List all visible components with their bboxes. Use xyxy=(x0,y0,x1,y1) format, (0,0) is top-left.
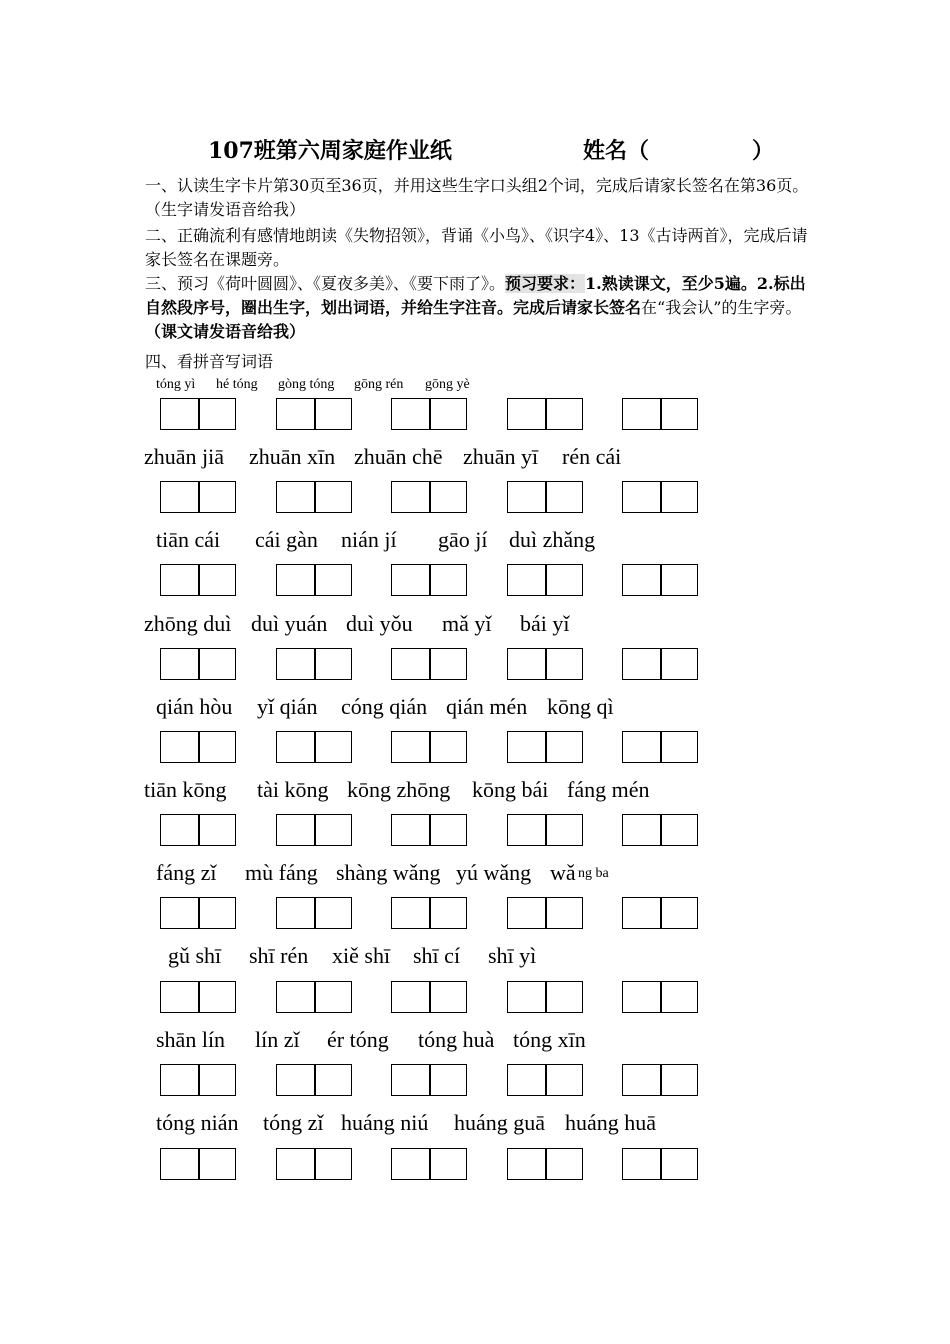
answer-box[interactable] xyxy=(276,648,352,680)
pinyin-word: kōng qì xyxy=(547,694,614,719)
pinyin-word: bái yǐ xyxy=(520,611,570,636)
pinyin-row xyxy=(0,777,950,805)
answer-box[interactable] xyxy=(391,814,467,846)
answer-box[interactable] xyxy=(622,1064,698,1096)
instruction-three-plain: 三、预习《荷叶圆圆》、《夏夜多美》、《要下雨了》。 xyxy=(145,274,506,293)
instruction-two: 二、正确流利有感情地朗读《失物招领》，背诵《小鸟》、《识字4》、13《古诗两首》，完成后请家长签名在课题旁。 xyxy=(145,226,808,269)
answer-box-row xyxy=(0,1148,950,1182)
answer-box-row xyxy=(0,981,950,1015)
answer-box[interactable] xyxy=(507,398,583,430)
pinyin-word: qián mén xyxy=(446,694,528,719)
answer-box[interactable] xyxy=(507,1064,583,1096)
pinyin-word: fáng zǐ xyxy=(156,860,217,885)
answer-box[interactable] xyxy=(507,981,583,1013)
answer-box[interactable] xyxy=(276,481,352,513)
pinyin-word: tóng huà xyxy=(418,1027,495,1052)
instruction-three-highlight: 预习要求： xyxy=(505,274,586,293)
pinyin-word: yú wǎng xyxy=(456,860,532,885)
answer-box-row xyxy=(0,814,950,848)
answer-box[interactable] xyxy=(276,398,352,430)
instruction-three-plain-2: 在“我会认”的生字旁。 xyxy=(641,298,802,317)
answer-box[interactable] xyxy=(276,814,352,846)
pinyin-word: huáng niú xyxy=(341,1110,429,1135)
pinyin-word: kōng bái xyxy=(472,777,549,802)
pinyin-word: duì yuán xyxy=(251,611,328,636)
pinyin-word: lín zǐ xyxy=(255,1027,300,1052)
pinyin-word: qián hòu xyxy=(156,694,233,719)
instruction-three-bold-2: （课文请发语音给我） xyxy=(145,322,306,341)
answer-box[interactable] xyxy=(160,1148,236,1180)
answer-box[interactable] xyxy=(160,897,236,929)
pinyin-word: kōng zhōng xyxy=(347,777,451,802)
answer-box[interactable] xyxy=(391,731,467,763)
pinyin-word: mǎ yǐ xyxy=(442,611,492,636)
answer-box-row xyxy=(0,481,950,515)
answer-box[interactable] xyxy=(391,1148,467,1180)
answer-box[interactable] xyxy=(507,564,583,596)
pinyin-row xyxy=(0,943,950,971)
pinyin-row xyxy=(0,1027,950,1055)
answer-box[interactable] xyxy=(391,564,467,596)
pinyin-row xyxy=(0,527,950,555)
pinyin-word: tóng nián xyxy=(156,1110,239,1135)
answer-box[interactable] xyxy=(276,897,352,929)
answer-box[interactable] xyxy=(160,981,236,1013)
page-title xyxy=(0,134,950,168)
pinyin-word: gòng tóng xyxy=(278,377,335,392)
answer-box[interactable] xyxy=(276,564,352,596)
instruction-three-bold-1: 1.熟读课文，至少5遍。2.标出自然段序号，圈出生字，划出词语，并给生字注音。完成后请家长签名 xyxy=(145,274,806,317)
pinyin-row xyxy=(0,611,950,639)
pinyin-word: shàng wǎng xyxy=(336,860,441,885)
name-close-paren: ） xyxy=(752,138,775,164)
pinyin-word: shī yì xyxy=(488,943,537,968)
answer-box[interactable] xyxy=(507,731,583,763)
answer-box[interactable] xyxy=(160,814,236,846)
pinyin-word: huáng huā xyxy=(565,1110,657,1135)
pinyin-word: hé tóng xyxy=(216,377,258,392)
answer-box[interactable] xyxy=(391,1064,467,1096)
answer-box[interactable] xyxy=(622,814,698,846)
pinyin-word: gōng rén xyxy=(354,377,404,392)
answer-box[interactable] xyxy=(391,481,467,513)
pinyin-word: tiān cái xyxy=(156,527,221,552)
answer-box[interactable] xyxy=(276,1148,352,1180)
pinyin-row xyxy=(0,444,950,472)
pinyin-word: huáng guā xyxy=(454,1110,546,1135)
pinyin-word: nián jí xyxy=(341,527,397,552)
pinyin-word: zhuān yī xyxy=(463,444,539,469)
pinyin-word: tóng zǐ xyxy=(263,1110,324,1135)
answer-box[interactable] xyxy=(160,564,236,596)
answer-box[interactable] xyxy=(507,481,583,513)
pinyin-word: xiě shī xyxy=(332,943,391,968)
pinyin-word: cái gàn xyxy=(255,527,318,552)
answer-box-row xyxy=(0,897,950,931)
answer-box-row xyxy=(0,564,950,598)
pinyin-word: duì yǒu xyxy=(346,611,413,636)
answer-box[interactable] xyxy=(391,648,467,680)
answer-box[interactable] xyxy=(507,897,583,929)
pinyin-word: cóng qián xyxy=(341,694,428,719)
pinyin-word: shān lín xyxy=(156,1027,226,1052)
pinyin-word: zhuān chē xyxy=(354,444,443,469)
answer-box[interactable] xyxy=(622,564,698,596)
answer-box[interactable] xyxy=(160,481,236,513)
pinyin-word: ér tóng xyxy=(327,1027,389,1052)
sheet-title: 107班第六周家庭作业纸 xyxy=(208,138,452,164)
answer-box[interactable] xyxy=(160,648,236,680)
pinyin-row xyxy=(0,694,950,722)
answer-box[interactable] xyxy=(276,981,352,1013)
answer-box-row xyxy=(0,731,950,765)
pinyin-word: zhōng duì xyxy=(144,611,232,636)
pinyin-word: tóng yì xyxy=(156,377,196,392)
pinyin-word: zhuān jiā xyxy=(144,444,225,469)
answer-box[interactable] xyxy=(622,398,698,430)
pinyin-word-small: ng ba xyxy=(578,866,609,881)
pinyin-word: gǔ shī xyxy=(168,943,222,968)
answer-box[interactable] xyxy=(622,981,698,1013)
answer-box[interactable] xyxy=(507,1148,583,1180)
pinyin-row xyxy=(0,1110,950,1138)
answer-box[interactable] xyxy=(276,1064,352,1096)
answer-box[interactable] xyxy=(622,481,698,513)
instruction-four: 四、看拼音写词语 xyxy=(145,352,274,371)
answer-box[interactable] xyxy=(160,1064,236,1096)
pinyin-word: tài kōng xyxy=(257,777,329,802)
instruction-three xyxy=(145,272,815,344)
answer-box[interactable] xyxy=(160,731,236,763)
answer-box[interactable] xyxy=(391,981,467,1013)
pinyin-word: tiān kōng xyxy=(144,777,227,802)
pinyin-word: yǐ qián xyxy=(257,694,318,719)
pinyin-word: fáng mén xyxy=(567,777,650,802)
answer-box-row xyxy=(0,398,950,432)
answer-box[interactable] xyxy=(622,1148,698,1180)
pinyin-word: gōng yè xyxy=(425,377,470,392)
instruction-one: 一、认读生字卡片第30页至36页，并用这些生字口头组2个词，完成后请家长签名在第36页。（生字请发语音给我） xyxy=(145,176,809,219)
answer-box-row xyxy=(0,1064,950,1098)
name-label: 姓名（ xyxy=(583,138,650,164)
pinyin-word: mù fáng xyxy=(245,860,318,885)
answer-box[interactable] xyxy=(507,648,583,680)
answer-box[interactable] xyxy=(276,731,352,763)
pinyin-word: wǎ xyxy=(550,860,576,885)
pinyin-word: zhuān xīn xyxy=(249,444,336,469)
answer-box[interactable] xyxy=(391,398,467,430)
answer-box[interactable] xyxy=(507,814,583,846)
pinyin-word: shī cí xyxy=(413,943,461,968)
pinyin-word: duì zhǎng xyxy=(509,527,596,552)
pinyin-word: rén cái xyxy=(562,444,622,469)
pinyin-word: shī rén xyxy=(249,943,309,968)
pinyin-row xyxy=(0,860,950,888)
answer-box-row xyxy=(0,648,950,682)
pinyin-word: tóng xīn xyxy=(513,1027,586,1052)
answer-box[interactable] xyxy=(622,648,698,680)
answer-box[interactable] xyxy=(622,897,698,929)
pinyin-word: gāo jí xyxy=(438,527,488,552)
answer-box[interactable] xyxy=(160,398,236,430)
answer-box[interactable] xyxy=(391,897,467,929)
answer-box[interactable] xyxy=(622,731,698,763)
